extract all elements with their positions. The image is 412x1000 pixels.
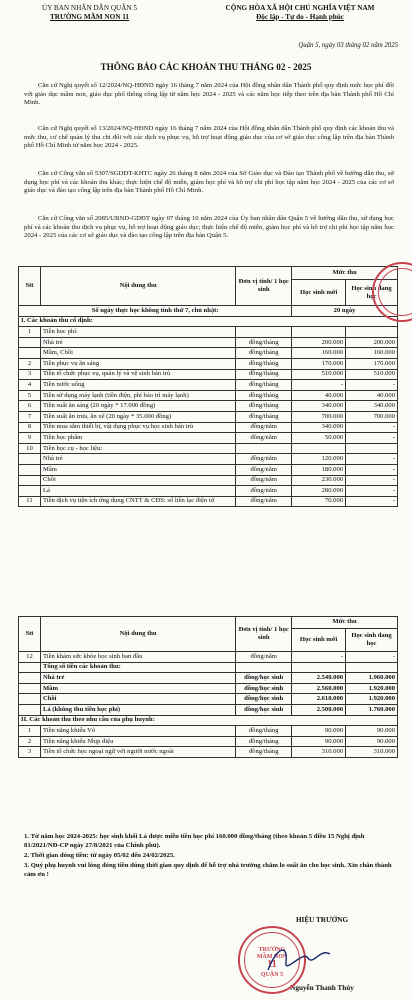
paragraph-2: Căn cứ Nghị quyết số 13/2024/NQ-HĐND ngày 16 tháng 7 năm 2024 của Hội đồng nhân dân Thành phố quy định các khoản thu và mức thu, cơ chế quản lý thu chi đối với các dịch vụ phục vụ, hỗ trợ hoạt động giáo dục của cơ sở giáo dục công lập trên địa bàn Thành phố Hồ Chí Minh từ năm học 2024 - 2025.: [24, 125, 394, 150]
row-unit: đồng/tháng: [236, 390, 292, 401]
header-unit: Đơn vị tính/ 1 học sinh: [236, 267, 292, 306]
table-row: [19, 411, 398, 422]
row-current-student-fee: -: [346, 464, 398, 475]
table-row: [19, 369, 398, 380]
row-stt: [19, 683, 41, 694]
national-motto: Độc lập - Tự do - Hạnh phúc: [256, 13, 344, 21]
row-current-student-fee: 160.000: [346, 348, 398, 359]
table-row: [19, 327, 398, 338]
header-current-student-2: Học sinh đang học: [346, 628, 398, 651]
row-content: Tiền năng khiếu Nhịp điệu: [40, 736, 235, 747]
row-current-student-fee: 1.920.000: [346, 683, 398, 694]
row-current-student-fee: 310.000: [346, 747, 398, 758]
table-row: [19, 694, 398, 705]
section-2-title: II. Các khoản thu theo nhu cầu của phụ huynh:: [19, 715, 398, 726]
row-content: Chồi: [40, 475, 235, 486]
national-motto-block: [200, 4, 400, 22]
table-row: [19, 454, 398, 465]
row-unit: đồng/học sinh: [236, 683, 292, 694]
row-current-student-fee: [346, 443, 398, 454]
row-unit: đồng/tháng: [236, 337, 292, 348]
header-current-student: Học sinh đang học: [346, 280, 398, 306]
row-new-student-fee: 40.000: [292, 390, 346, 401]
row-current-student-fee: 170.000: [346, 358, 398, 369]
row-content: Tiền suất ăn sáng (20 ngày * 17.000 đồng): [40, 401, 235, 412]
row-unit: đồng/tháng: [236, 411, 292, 422]
row-stt: [19, 694, 41, 705]
header-stt: Stt: [19, 267, 41, 306]
table-row: [19, 673, 398, 684]
row-stt: 1: [19, 327, 41, 338]
section-1-row: [19, 316, 398, 327]
row-current-student-fee: [346, 662, 398, 673]
school-days-row: [19, 306, 398, 317]
row-stt: [19, 337, 41, 348]
row-new-student-fee: 340.000: [292, 422, 346, 433]
row-stt: 2: [19, 736, 41, 747]
row-stt: [19, 348, 41, 359]
row-current-student-fee: 40.000: [346, 390, 398, 401]
row-content: Tiền học phẩm: [40, 433, 235, 444]
row-content: Nhà trẻ: [40, 337, 235, 348]
row-content: Tổng số tiền các khoản thu:: [40, 662, 235, 673]
row-content: Tiền khám sức khỏe học sinh ban đầu: [40, 652, 235, 663]
row-stt: 3: [19, 369, 41, 380]
signer-name: Nguyễn Thanh Thủy: [290, 984, 354, 992]
row-content: Tiền tổ chức phục vụ, quản lý và vệ sinh bán trú: [40, 369, 235, 380]
document-title: THÔNG BÁO CÁC KHOẢN THU THÁNG 02 - 2025: [100, 62, 312, 72]
table-row: [19, 464, 398, 475]
row-new-student-fee: 2.500.000: [292, 704, 346, 715]
row-current-student-fee: 90.000: [346, 736, 398, 747]
row-stt: 12: [19, 652, 41, 663]
row-current-student-fee: 510.000: [346, 369, 398, 380]
table-row: [19, 683, 398, 694]
table-row: [19, 652, 398, 663]
row-content: Mầm: [40, 683, 235, 694]
row-current-student-fee: -: [346, 422, 398, 433]
row-content: Tiền học cụ - học liệu:: [40, 443, 235, 454]
row-new-student-fee: [292, 327, 346, 338]
row-current-student-fee: -: [346, 496, 398, 507]
row-new-student-fee: -: [292, 380, 346, 391]
row-stt: [19, 486, 41, 497]
row-content: Tiền mua sắm thiết bị, vật dụng phục vụ học sinh bán trú: [40, 422, 235, 433]
row-unit: đồng/tháng: [236, 380, 292, 391]
header-stt-2: Stt: [19, 617, 41, 652]
seal-text-2: MẦM NON: [256, 954, 288, 960]
row-unit: [236, 662, 292, 673]
row-new-student-fee: [292, 443, 346, 454]
row-content: Tiền phục vụ ăn sáng: [40, 358, 235, 369]
row-unit: đồng/tháng: [236, 747, 292, 758]
row-stt: 6: [19, 401, 41, 412]
row-content: Lá (không thu tiền học phí): [40, 704, 235, 715]
handwritten-signature: [258, 940, 338, 980]
table-row: [19, 726, 398, 737]
row-stt: [19, 662, 41, 673]
table-row: [19, 486, 398, 497]
paragraph-3: Căn cứ Công văn số 5307/SGDĐT-KHTC ngày 26 tháng 8 năm 2024 của Sở Giáo dục và Đào tạo Thành phố về hướng dẫn thu, sử dụng học phí và các khoản thu khác; thực hiện chế độ miễn, giảm học phí và hỗ trợ chi phí học tập năm học 2024 - 2025 của các cơ sở giáo dục và đào tạo công lập trên địa bàn Thành phố Hồ Chí Minh.: [24, 170, 394, 195]
national-name: CỘNG HÒA XÃ HỘI CHỦ NGHĨA VIỆT NAM: [225, 4, 375, 12]
row-stt: 1: [19, 726, 41, 737]
row-unit: đồng/tháng: [236, 358, 292, 369]
fee-table-part-2: [18, 616, 398, 758]
row-current-student-fee: -: [346, 380, 398, 391]
header-new-student-2: Học sinh mới: [292, 628, 346, 651]
row-unit: đồng/năm: [236, 422, 292, 433]
table-row: [19, 747, 398, 758]
row-new-student-fee: -: [292, 652, 346, 663]
row-unit: đồng/năm: [236, 454, 292, 465]
row-content: Chồi: [40, 694, 235, 705]
row-unit: [236, 327, 292, 338]
row-stt: 4: [19, 380, 41, 391]
row-new-student-fee: 510.000: [292, 369, 346, 380]
row-new-student-fee: 2.610.000: [292, 694, 346, 705]
row-current-student-fee: 700.000: [346, 411, 398, 422]
row-current-student-fee: -: [346, 454, 398, 465]
row-new-student-fee: 90.000: [292, 736, 346, 747]
table-row: [19, 422, 398, 433]
school-days-value: 20 ngày: [292, 306, 398, 317]
row-new-student-fee: 180.000: [292, 464, 346, 475]
row-unit: đồng/năm: [236, 433, 292, 444]
table-row: [19, 704, 398, 715]
row-current-student-fee: 340.000: [346, 401, 398, 412]
row-new-student-fee: 70.000: [292, 496, 346, 507]
table-row: [19, 358, 398, 369]
row-stt: 5: [19, 390, 41, 401]
row-new-student-fee: 90.000: [292, 726, 346, 737]
row-stt: [19, 464, 41, 475]
fee-table-part-1: [18, 266, 398, 507]
header-new-student: Học sinh mới: [292, 280, 346, 306]
row-unit: [236, 443, 292, 454]
row-new-student-fee: [292, 662, 346, 673]
seal-text-3: 11: [267, 959, 277, 970]
table-row: [19, 443, 398, 454]
row-stt: 9: [19, 433, 41, 444]
row-content: Nhà trẻ: [40, 673, 235, 684]
row-content: Tiền sử dụng máy lạnh (tiền điện, phí bảo trì máy lạnh): [40, 390, 235, 401]
row-stt: [19, 704, 41, 715]
row-new-student-fee: 170.000: [292, 358, 346, 369]
row-content: Tiền năng khiếu Võ: [40, 726, 235, 737]
row-content: Lá: [40, 486, 235, 497]
row-unit: đồng/tháng: [236, 726, 292, 737]
paragraph-1: Căn cứ Nghị quyết số 12/2024/NQ-HĐND ngày 16 tháng 7 năm 2024 của Hội đồng nhân dân Thành phố quy định mức học phí đối với giáo dục mầm non, giáo dục phổ thông công lập từ năm học 2024 - 2025 và các năm học tiếp theo trên địa bàn Thành phố Hồ Chí Minh.: [24, 82, 394, 107]
issuer-block: [12, 4, 167, 22]
row-unit: đồng/tháng: [236, 401, 292, 412]
row-content: Mầm, Chồi: [40, 348, 235, 359]
row-current-student-fee: [346, 327, 398, 338]
table-row: [19, 662, 398, 673]
row-current-student-fee: 200.000: [346, 337, 398, 348]
row-stt: 7: [19, 411, 41, 422]
table-row: [19, 496, 398, 507]
row-current-student-fee: -: [346, 652, 398, 663]
row-stt: [19, 454, 41, 465]
school-days-label: Số ngày thực học không tính thứ 7, chủ nhật:: [19, 306, 292, 317]
header-unit-2: Đơn vị tính/ 1 học sinh: [236, 617, 292, 652]
row-unit: đồng/năm: [236, 652, 292, 663]
issuer-school: TRƯỜNG MẦM NON 11: [50, 13, 129, 21]
row-new-student-fee: 50.000: [292, 433, 346, 444]
row-content: Tiền học phí:: [40, 327, 235, 338]
table-row: [19, 337, 398, 348]
table-row: [19, 401, 398, 412]
row-current-student-fee: -: [346, 486, 398, 497]
row-current-student-fee: -: [346, 475, 398, 486]
row-new-student-fee: 340.000: [292, 401, 346, 412]
row-stt: 8: [19, 422, 41, 433]
row-content: Mầm: [40, 464, 235, 475]
row-stt: 2: [19, 358, 41, 369]
row-unit: đồng/tháng: [236, 736, 292, 747]
note-1: 1. Từ năm học 2024-2025: học sinh khối Lá được miễn tiền học phí 160.000 đồng/tháng (theo khoản 5 điều 15 Nghị định 81/2021/NĐ-CP ngày 27/8/2021 của Chính phủ).: [24, 833, 365, 849]
row-new-student-fee: 700.000: [292, 411, 346, 422]
row-content: Nhà trẻ: [40, 454, 235, 465]
issue-date: Quận 5, ngày 03 tháng 02 năm 2025: [298, 42, 398, 49]
table-row: [19, 475, 398, 486]
seal-text-1: TRƯỜNG: [258, 947, 286, 953]
header-rate-2: Mức thu: [292, 617, 398, 629]
row-stt: 11: [19, 496, 41, 507]
table-row: [19, 380, 398, 391]
row-unit: đồng/năm: [236, 475, 292, 486]
paragraph-4: Căn cứ Công văn số 2085/UBND-GDĐT ngày 07 tháng 10 năm 2024 của Ủy ban nhân dân Quận 5 về hướng dẫn thu, sử dụng học phí và các khoản thu dịch vụ phục vụ, hỗ trợ hoạt động giáo dục; thực hiện chế độ miễn, giảm học phí và hỗ trợ chi phí học tập năm học 2024 - 2025 của các cơ sở giáo dục và đào tạo công lập trên địa bàn Quận 5.: [24, 215, 394, 240]
row-content: Tiền dịch vụ tiện ích ứng dụng CNTT & CĐS: sổ liên lạc điện tử: [40, 496, 235, 507]
row-unit: đồng/năm: [236, 496, 292, 507]
note-3: 3. Quý phụ huynh vui lòng đóng tiền đúng thời gian quy định để hỗ trợ nhà trường chăm lo suất ăn cho học sinh. Xin chân thành cảm ơn !: [24, 862, 392, 878]
row-current-student-fee: 1.760.000: [346, 704, 398, 715]
row-unit: đồng/học sinh: [236, 704, 292, 715]
row-unit: đồng/tháng: [236, 369, 292, 380]
signer-role: HIỆU TRƯỞNG: [295, 916, 349, 924]
row-unit: đồng/học sinh: [236, 694, 292, 705]
row-current-student-fee: -: [346, 433, 398, 444]
issuer-authority: ỦY BAN NHÂN DÂN QUẬN 5: [42, 4, 137, 12]
row-stt: [19, 475, 41, 486]
row-new-student-fee: 120.000: [292, 454, 346, 465]
row-current-student-fee: 90.000: [346, 726, 398, 737]
row-new-student-fee: 2.540.000: [292, 673, 346, 684]
table-row: [19, 736, 398, 747]
row-unit: đồng/năm: [236, 486, 292, 497]
notes-block: [24, 832, 394, 880]
row-stt: 10: [19, 443, 41, 454]
header-content-2: Nội dung thu: [40, 617, 235, 652]
note-2: 2. Thời gian đóng tiền: từ ngày 05/02 đến 24/02/2025.: [24, 852, 175, 859]
row-stt: 3: [19, 747, 41, 758]
row-unit: đồng/năm: [236, 464, 292, 475]
table-row: [19, 348, 398, 359]
table-row: [19, 390, 398, 401]
row-new-student-fee: 200.000: [292, 337, 346, 348]
row-current-student-fee: 1.920.000: [346, 694, 398, 705]
row-new-student-fee: 310.000: [292, 747, 346, 758]
row-unit: đồng/học sinh: [236, 673, 292, 684]
row-content: Tiền suất ăn trưa, ăn xế (20 ngày * 35.000 đồng): [40, 411, 235, 422]
section-2-row: [19, 715, 398, 726]
row-content: Tiền nước uống: [40, 380, 235, 391]
row-new-student-fee: 230.000: [292, 475, 346, 486]
header-content: Nội dung thu: [40, 267, 235, 306]
header-rate: Mức thu: [292, 267, 398, 280]
row-stt: [19, 673, 41, 684]
row-unit: đồng/tháng: [236, 348, 292, 359]
row-new-student-fee: 280.000: [292, 486, 346, 497]
row-content: Tiền tổ chức học ngoại ngữ với người nước ngoài: [40, 747, 235, 758]
row-current-student-fee: 1.960.000: [346, 673, 398, 684]
table-row: [19, 433, 398, 444]
section-1-title: I. Các khoản thu cố định:: [19, 316, 398, 327]
row-new-student-fee: 160.000: [292, 348, 346, 359]
seal-text-4: QUẬN 5: [260, 972, 284, 978]
row-new-student-fee: 2.560.000: [292, 683, 346, 694]
